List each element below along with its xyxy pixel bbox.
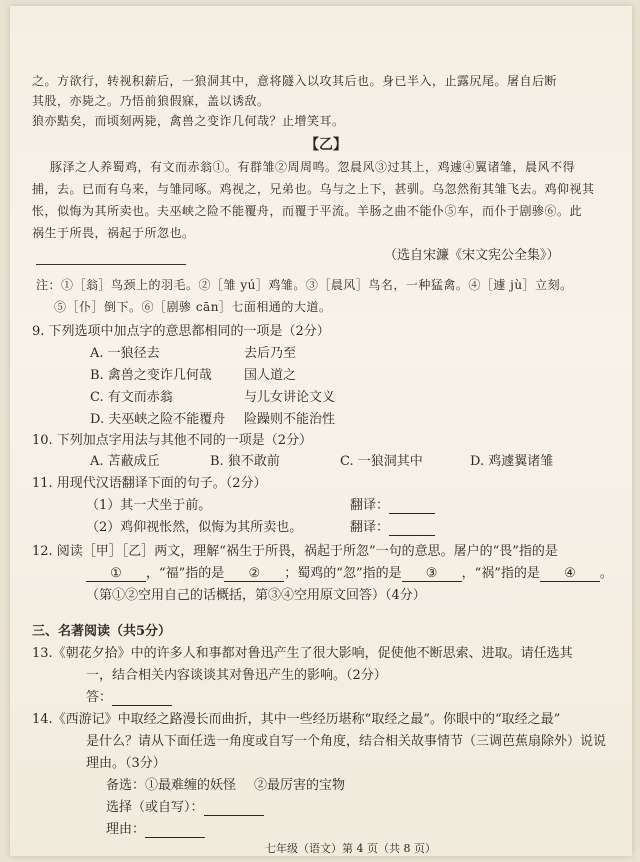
answer-blank[interactable] (389, 498, 435, 514)
q12-text: ，“祸”指的是 (461, 566, 540, 581)
section3-heading: 三、名著阅读（共5分） (32, 624, 172, 639)
q10-option: B. 狼不敢前 (210, 454, 280, 469)
passage-b-line: 祸生于所畏，祸起于所忽也。 (32, 226, 195, 240)
q12-line3: （第①②空用自己的话概括，第③④空用原文回答）（4分） (86, 588, 426, 603)
q12-text: ，“福”指的是 (146, 566, 225, 581)
passage-a-line: 之。方欲行，转视积薪后，一狼洞其中，意将隧入以攻其后也。身已半入，止露尻尾。屠自后断 (32, 74, 558, 88)
answer-label: 答： (86, 690, 113, 705)
select-label: 选择（或自写）： (106, 800, 204, 815)
choices-label: 备选： (106, 778, 146, 793)
q12-text: ；蜀鸡的“忽”指的是 (284, 566, 402, 581)
q11-translate-label (350, 494, 435, 514)
page-footer: 七年级（语文）第 4 页（共 8 页） (265, 842, 436, 855)
q14-line3: 理由。（3分） (86, 756, 166, 771)
notes-line: 注：①［翁］鸟颈上的羽毛。②［雏 yú］鸡雏。③［晨风］鸟名，一种猛禽。④［遽 jù］立刻。 (36, 278, 573, 292)
q9-stem: 9. 下列选项中加点字的意思都相同的一项是（2分） (32, 324, 330, 339)
q10-option: C. 一狼洞其中 (340, 454, 423, 469)
q14-line1: 14.《西游记》中取经之路漫长而曲折，其中一些经历堪称“取经之最”。你眼中的“取经之最” (32, 712, 561, 727)
notes-line: ⑤［仆］倒下。⑥［剧骖 cān］七面相通的大道。 (54, 300, 332, 314)
q11-item: （1）其一犬坐于前。 (86, 498, 212, 513)
q11-translate-label (350, 516, 435, 536)
answer-blank[interactable] (389, 520, 435, 536)
q9-option-left: B. 禽兽之变诈几何哉 (90, 368, 212, 383)
passage-b-source: （选自宋濂《宋文宪公全集》） (384, 248, 560, 263)
q9-option-left: D. 夫巫峡之险不能覆舟 (90, 412, 226, 427)
q11-stem: 11. 用现代汉语翻译下面的句子。（2分） (32, 476, 267, 491)
q9-option-right: 国人道之 (244, 368, 297, 383)
q13-line2: 一，结合相关内容谈谈其对鲁迅产生的影响。（2分） (86, 668, 387, 683)
reason-label: 理由： (106, 822, 146, 837)
q10-option: D. 鸡遽翼诸雏 (470, 454, 554, 469)
passage-a-line: 狼亦黠矣，而顷刻两毙，禽兽之变诈几何哉？止增笑耳。 (32, 114, 345, 128)
blank-3[interactable]: ③ (402, 566, 462, 582)
q10-option: A. 苫蔽成丘 (90, 454, 160, 469)
q10-stem: 10. 下列加点字用法与其他不同的一项是（2分） (32, 433, 313, 448)
q14-line2: 是什么？请从下面任选一角度或自写一个角度，结合相关故事情节（三调芭蕉扇除外）说说 (86, 734, 607, 749)
q9-option-left: A. 一狼径去 (90, 346, 160, 361)
q14-reason (106, 818, 205, 838)
passage-a-line: 其股，亦毙之。乃悟前狼假寐，盖以诱敌。 (32, 94, 270, 108)
q12-line1: 12. 阅读［甲］［乙］两文，理解“祸生于所畏，祸起于所忽”一句的意思。屠户的“畏”指的是 (32, 544, 558, 559)
q13-line1: 13.《朝花夕拾》中的许多人和事都对鲁迅产生了很大影响，促使他不断思索、进取。请任选其 (32, 646, 573, 661)
answer-blank[interactable] (204, 800, 264, 816)
blank-1[interactable]: ① (86, 566, 146, 582)
choice-2: ②最厉害的宝物 (254, 778, 346, 793)
choice-1: ①最难缠的妖怪 (145, 778, 237, 793)
notes-divider (36, 264, 186, 265)
exam-page (10, 6, 632, 856)
q9-option-left: C. 有文而赤翁 (90, 390, 173, 405)
q9-option-right: 险躁则不能治性 (244, 412, 336, 427)
q12-line2 (86, 562, 613, 582)
q14-select (106, 796, 264, 816)
answer-blank[interactable] (145, 822, 205, 838)
blank-4[interactable]: ④ (540, 566, 600, 582)
passage-b-line: 怅，似悔为其所卖也。夫巫峡之险不能覆舟，而覆于平流。羊肠之曲不能仆⑤车，而仆于剧骖⑥。此 (32, 204, 583, 218)
q9-option-right: 与儿女讲论文义 (244, 390, 336, 405)
q11-item: （2）鸡仰视怅然，似悔为其所卖也。 (86, 520, 303, 535)
q13-answer (86, 686, 172, 706)
q9-option-right: 去后乃至 (244, 346, 297, 361)
answer-blank[interactable] (112, 690, 172, 706)
passage-b-title: 【乙】 (305, 137, 347, 153)
passage-b-line: 豚泽之人养蜀鸡，有文而赤翁①。有群雏②周周鸣。忽晨风③过其上，鸡遽④翼诸雏，晨风不得 (50, 160, 576, 174)
translate-label: 翻译： (350, 520, 390, 535)
q14-choices (106, 774, 345, 793)
translate-label: 翻译： (350, 498, 390, 513)
blank-2[interactable]: ② (224, 566, 284, 582)
q12-text: 。 (599, 566, 613, 581)
passage-b-line: 捕，去。已而有乌来，与雏同啄。鸡视之，兄弟也。乌与之上下，甚驯。乌忽然衔其雏飞去。鸡仰视其 (32, 182, 595, 196)
